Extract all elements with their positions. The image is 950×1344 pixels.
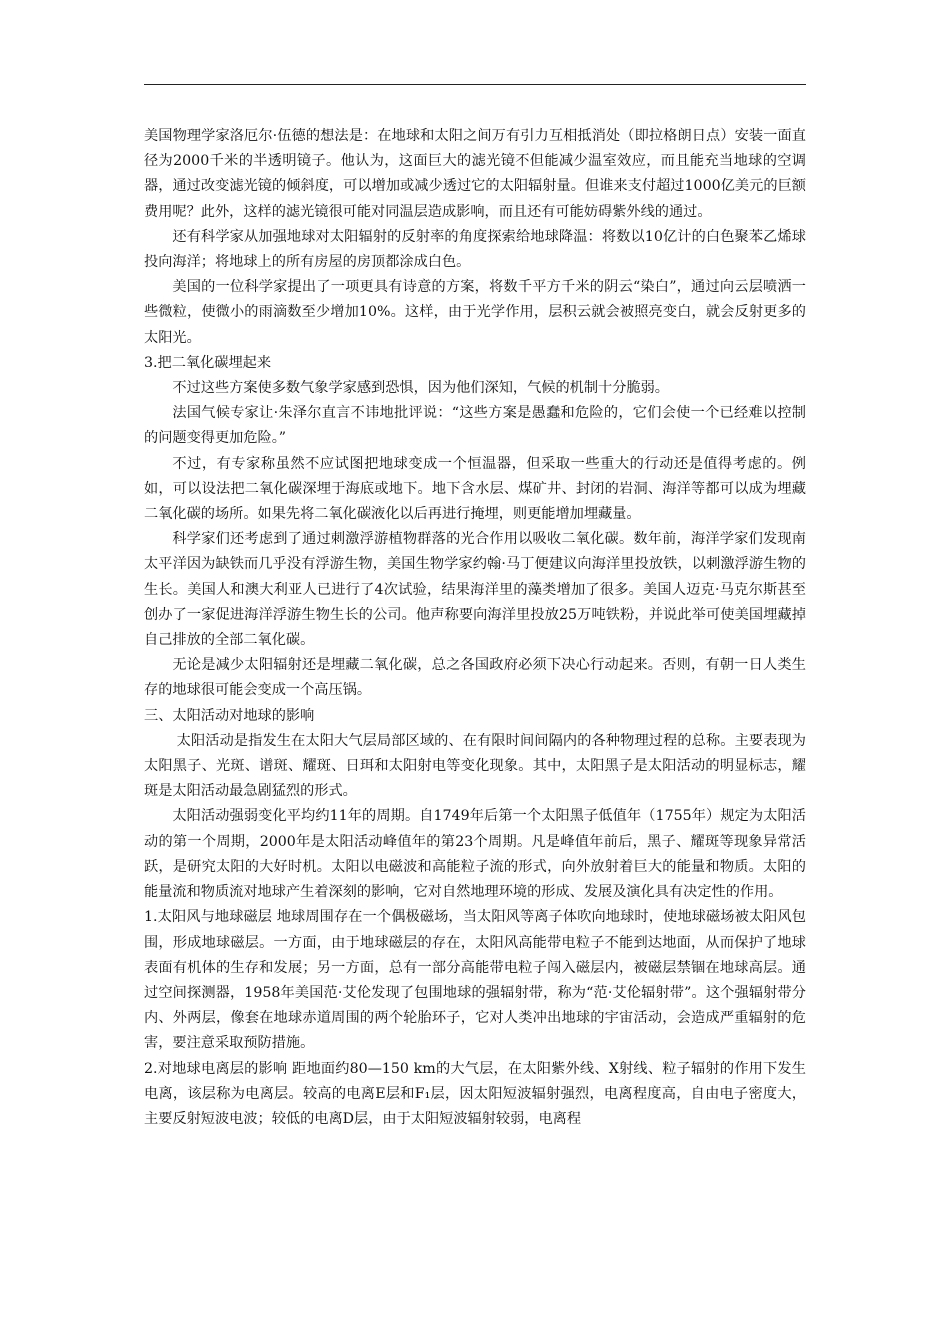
document-body [144,124,806,1132]
paragraph-plankton-iron: 科学家们还考虑到了通过刺激浮游植物群落的光合作用以吸收二氧化碳。数年前，海洋学家们发现南太平洋因为缺铁而几乎没有浮游生物，美国生物学家约翰·马丁便建议向海洋里投放铁，以刺激浮游生物的生长。美国人和澳大利亚人已进行了4次试验，结果海洋里的藻类增加了很多。美国人迈克·马克尔斯甚至创办了一家促进海洋浮游生物生长的公司。他声称要向海洋里投放25万吨铁粉，并说此举可使美国埋藏掉自己排放的全部二氧化碳。 [144,531,806,649]
paragraph-solar-activity-definition: 太阳活动是指发生在太阳大气层局部区域的、在有限时间间隔内的各种物理过程的总称。主要表现为太阳黑子、光斑、谱斑、耀斑、日珥和太阳射电等变化现象。其中，太阳黑子是太阳活动的明显标志，耀斑是太阳活动最急剧猛烈的形式。 [144,732,806,800]
paragraph-solar-wind-magnetosphere: 1.太阳风与地球磁层 地球周围存在一个偶极磁场，当太阳风等离子体吹向地球时，使地球磁场被太阳风包围，形成地球磁层。一方面，由于地球磁层的存在，太阳风高能带电粒子不能到达地面，从而保护了地球表面有机体的生存和发展；另一方面，总有一部分高能带电粒子闯入磁层内，被磁层禁锢在地球高层。通过空间探测器，1958年美国范·艾伦发现了包围地球的强辐射带，称为“范·艾伦辐射带”。这个强辐射带分内、外两层，像套在地球赤道周围的两个轮胎环子，它对人类冲出地球的宇宙活动，会造成严重辐射的危害，要注意采取预防措施。 [144,909,806,1052]
paragraph-whiten-clouds: 美国的一位科学家提出了一项更具有诗意的方案，将数千平方千米的阴云“染白”，通过向云层喷洒一些微粒，使微小的雨滴数至少增加10%。这样，由于光学作用，层积云就会被照亮变白，就会反射更多的太阳光。 [144,279,806,346]
section-heading-solar-activity: 三、太阳活动对地球的影响 [144,707,315,724]
paragraph-governments-act: 无论是减少太阳辐射还是埋藏二氧化碳，总之各国政府必须下决心行动起来。否则，有朝一日人类生存的地球很可能会变成一个高压锅。 [144,657,806,699]
paragraph-solar-cycle: 太阳活动强弱变化平均约11年的周期。自1749年后第一个太阳黑子低值年（1755年）规定为太阳活动的第一个周期，2000年是太阳活动峰值年的第23个周期。凡是峰值年前后，黑子、耀斑等现象异常活跃，是研究太阳的大好时机。太阳以电磁波和高能粒子流的形式，向外放射着巨大的能量和物质。太阳的能量流和物质流对地球产生着深刻的影响，它对自然地理环境的形成、发展及演化具有决定性的作用。 [144,808,806,901]
paragraph-ionosphere: 2.对地球电离层的影响 距地面约80—150 km的大气层，在太阳紫外线、X射线、粒子辐射的作用下发生电离，该层称为电离层。较高的电离E层和F₁层，因太阳短波辐射强烈，电离程度高，自由电子密度大，主要反射短波电波；较低的电离D层，由于太阳短波辐射较弱，电离程 [144,1060,806,1127]
paragraph-bury-underground: 不过，有专家称虽然不应试图把地球变成一个恒温器，但采取一些重大的行动还是值得考虑的。例如，可以设法把二氧化碳深埋于海底或地下。地下含水层、煤矿井、封闭的岩洞、海洋等都可以成为埋藏二氧化碳的场所。如果先将二氧化碳液化以后再进行掩埋，则更能增加埋藏量。 [144,455,806,523]
paragraph-jouzel-quote: 法国气候专家让·朱泽尔直言不讳地批评说：“这些方案是愚蠢和危险的，它们会使一个已经难以控制的问题变得更加危险。” [144,405,806,447]
paragraph-meteorologists-fear: 不过这些方案使多数气象学家感到恐惧，因为他们深知，气候的机制十分脆弱。 [172,380,669,397]
paragraph-reflectivity: 还有科学家从加强地球对太阳辐射的反射率的角度探索给地球降温：将数以10亿计的白色聚苯乙烯球投向海洋；将地球上的所有房屋的房顶都涂成白色。 [144,228,806,271]
section-heading-bury-co2: 3.把二氧化碳埋起来 [144,354,272,371]
paragraph-lowell-wood-mirror: 美国物理学家洛厄尔·伍德的想法是：在地球和太阳之间万有引力互相抵消处（即拉格朗日点）安装一面直径为2000千米的半透明镜子。他认为，这面巨大的滤光镜不但能减少温室效应，而且能充当地球的空调器，通过改变滤光镜的倾斜度，可以增加或减少透过它的太阳辐射量。但谁来支付超过1000亿美元的巨额费用呢？此外，这样的滤光镜很可能对同温层造成影响，而且还有可能妨碍紫外线的通过。 [144,128,806,220]
header-rule [144,84,806,85]
